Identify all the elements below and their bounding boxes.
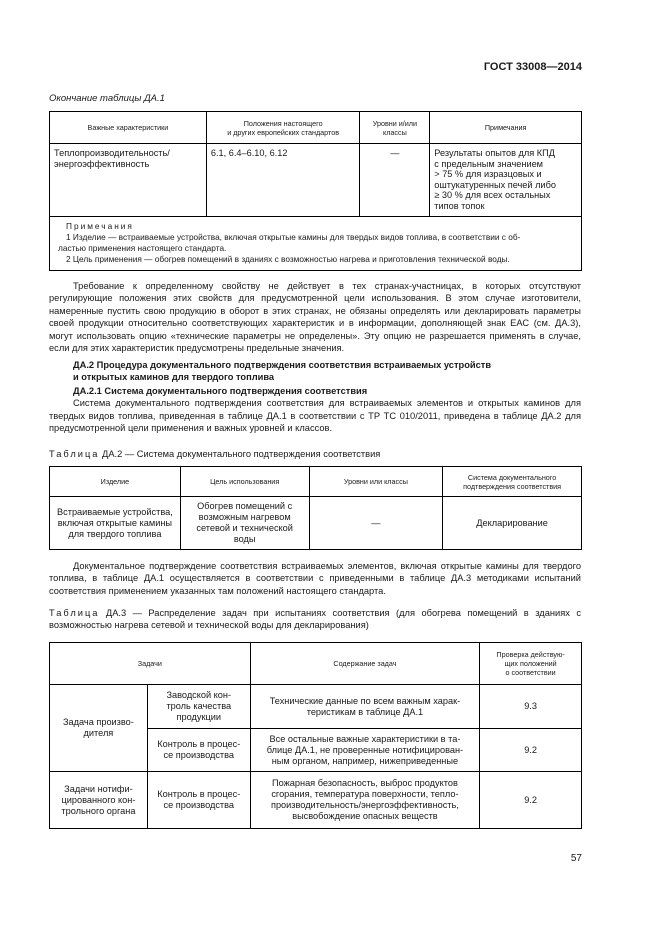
subsection-title: ДА.2.1 Система документального подтверждения соответствия bbox=[73, 385, 368, 396]
table-cell: Задача произво- дителя bbox=[50, 685, 148, 772]
table-cell: 9.3 bbox=[480, 685, 582, 729]
table-cell: 9.2 bbox=[480, 729, 582, 772]
notes-heading: Примечания bbox=[66, 221, 134, 231]
table-row bbox=[50, 497, 582, 550]
table-da1 bbox=[49, 111, 582, 271]
note-line: 1 Изделие — встраиваемые устройства, включая открытые камины для твердых видов топлива, в соответствии с об- bbox=[66, 232, 521, 242]
column-header: Важные характеристики bbox=[50, 112, 207, 144]
table-da2 bbox=[49, 466, 582, 550]
paragraph-text: Требование к определенному свойству не действует в тех странах-участницах, в которых отсутствуют регулирующие положения этих свойств для предусмотренной цели использования. В этом случае изготовители, намеренные пустить свою продукцию в оборот в этих странах, не обязаны определять или декларировать параметры своей продукции относительно соответствующих характеристик и в информации, дополняющей знак ЕАС (см. ДА.3), могут использовать опцию «технические параметры не определены». Эту опцию не разрешается применять в случае, если для этих характеристик предусмотрены предельные значения. bbox=[49, 281, 581, 354]
table-da3-caption bbox=[49, 607, 581, 632]
table-cell: Результаты опытов для КПД с предельным значением > 75 % для изразцовых и оштукатуренных печей либо ≥ 30 % для всех остальных типов топок bbox=[430, 144, 582, 217]
section-da2 bbox=[49, 359, 581, 434]
paragraph-country-requirements bbox=[49, 280, 581, 354]
paragraph-text: Документальное подтверждение соответствия встраиваемых элементов, включая открытые камины для твердого топлива, в таблице ДА.1 осуществляется в соответствии с приведенными в таблице ДА.3 методиками испытаний соответствия применением указанных там положений настоящего стандарта. bbox=[49, 561, 581, 596]
column-header: Цель использования bbox=[180, 467, 309, 497]
caption-text: ДА.2 — Система документального подтверждения соответствия bbox=[99, 449, 381, 459]
table-cell: Контроль в процес- се производства bbox=[147, 772, 250, 829]
table-notes bbox=[50, 217, 582, 271]
column-header: Уровни и/или классы bbox=[360, 112, 430, 144]
paragraph-text: Система документального подтверждения соответствия для встраиваемых элементов и открытых каминов для твердых видов топлива, приведенная в таблице ДА.1 в соответствии с ТР ТС 010/2011, приведена в таблице ДА.2 для предусмотренной цели применения и важных уровней и классов. bbox=[49, 398, 581, 434]
table-cell: Теплопроизводительность/ энергоэффективность bbox=[50, 144, 207, 217]
caption-text: ДА.3 — Распределение задач при испытаниях соответствия (для обогрева помещений в зданиях с возможностью нагрева сетевой и технической воды для декларирования) bbox=[49, 608, 581, 631]
table-da1-caption: Окончание таблицы ДА.1 bbox=[49, 93, 165, 104]
table-da3 bbox=[49, 642, 582, 829]
caption-prefix: Таблица bbox=[49, 608, 100, 618]
paragraph-conformity-testing bbox=[49, 560, 581, 597]
table-cell: Встраиваемые устройства, включая открытые камины для твердого топлива bbox=[50, 497, 181, 550]
table-row bbox=[50, 772, 582, 829]
column-header: Положения настоящего и других европейских стандартов bbox=[206, 112, 360, 144]
column-header: Изделие bbox=[50, 467, 181, 497]
column-header: Содержание задач bbox=[250, 643, 479, 685]
table-cell: Обогрев помещений с возможным нагревом сетевой и технической воды bbox=[180, 497, 309, 550]
table-cell: 6.1, 6.4–6.10, 6.12 bbox=[206, 144, 360, 217]
table-cell: Заводской кон- троль качества продукции bbox=[147, 685, 250, 729]
page-number: 57 bbox=[570, 853, 582, 864]
section-title: ДА.2 Процедура документального подтверждения соответствия встраиваемых устройств bbox=[73, 360, 492, 370]
table-cell: Пожарная безопасность, выброс продуктов сгорания, температура поверхности, тепло- производительность/энергоэффективность, высвобождение опасных веществ bbox=[250, 772, 479, 829]
table-cell: Контроль в процес- се производства bbox=[147, 729, 250, 772]
table-da2-caption bbox=[49, 448, 581, 460]
column-header: Уровни или классы bbox=[309, 467, 443, 497]
section-title: и открытых каминов для твердого топлива bbox=[73, 372, 275, 383]
table-cell: Декларирование bbox=[443, 497, 582, 550]
table-cell: 9.2 bbox=[480, 772, 582, 829]
note-line: 2 Цель применения — обогрев помещений в зданиях с возможностью нагрева и приготовления технической воды. bbox=[66, 254, 510, 264]
document-standard-code: ГОСТ 33008—2014 bbox=[483, 61, 582, 73]
table-cell: Технические данные по всем важным харак- теристикам в таблице ДА.1 bbox=[250, 685, 479, 729]
table-cell: Все остальные важные характеристики в та- блице ДА.1, не проверенные нотифицирован- ным органом, например, нижеприведенные bbox=[250, 729, 479, 772]
table-row bbox=[50, 144, 582, 217]
column-header: Задачи bbox=[50, 643, 251, 685]
table-cell: Задачи нотифи- цированного кон- трольного органа bbox=[50, 772, 148, 829]
table-cell: — bbox=[309, 497, 443, 550]
column-header: Примечания bbox=[430, 112, 582, 144]
column-header: Система документального подтверждения соответствия bbox=[443, 467, 582, 497]
column-header: Проверка действую- щих положений о соответствии bbox=[480, 643, 582, 685]
note-line: ластью применения настоящего стандарта. bbox=[58, 243, 227, 253]
table-row bbox=[50, 685, 582, 729]
table-cell: — bbox=[360, 144, 430, 217]
caption-prefix: Таблица bbox=[49, 449, 100, 459]
